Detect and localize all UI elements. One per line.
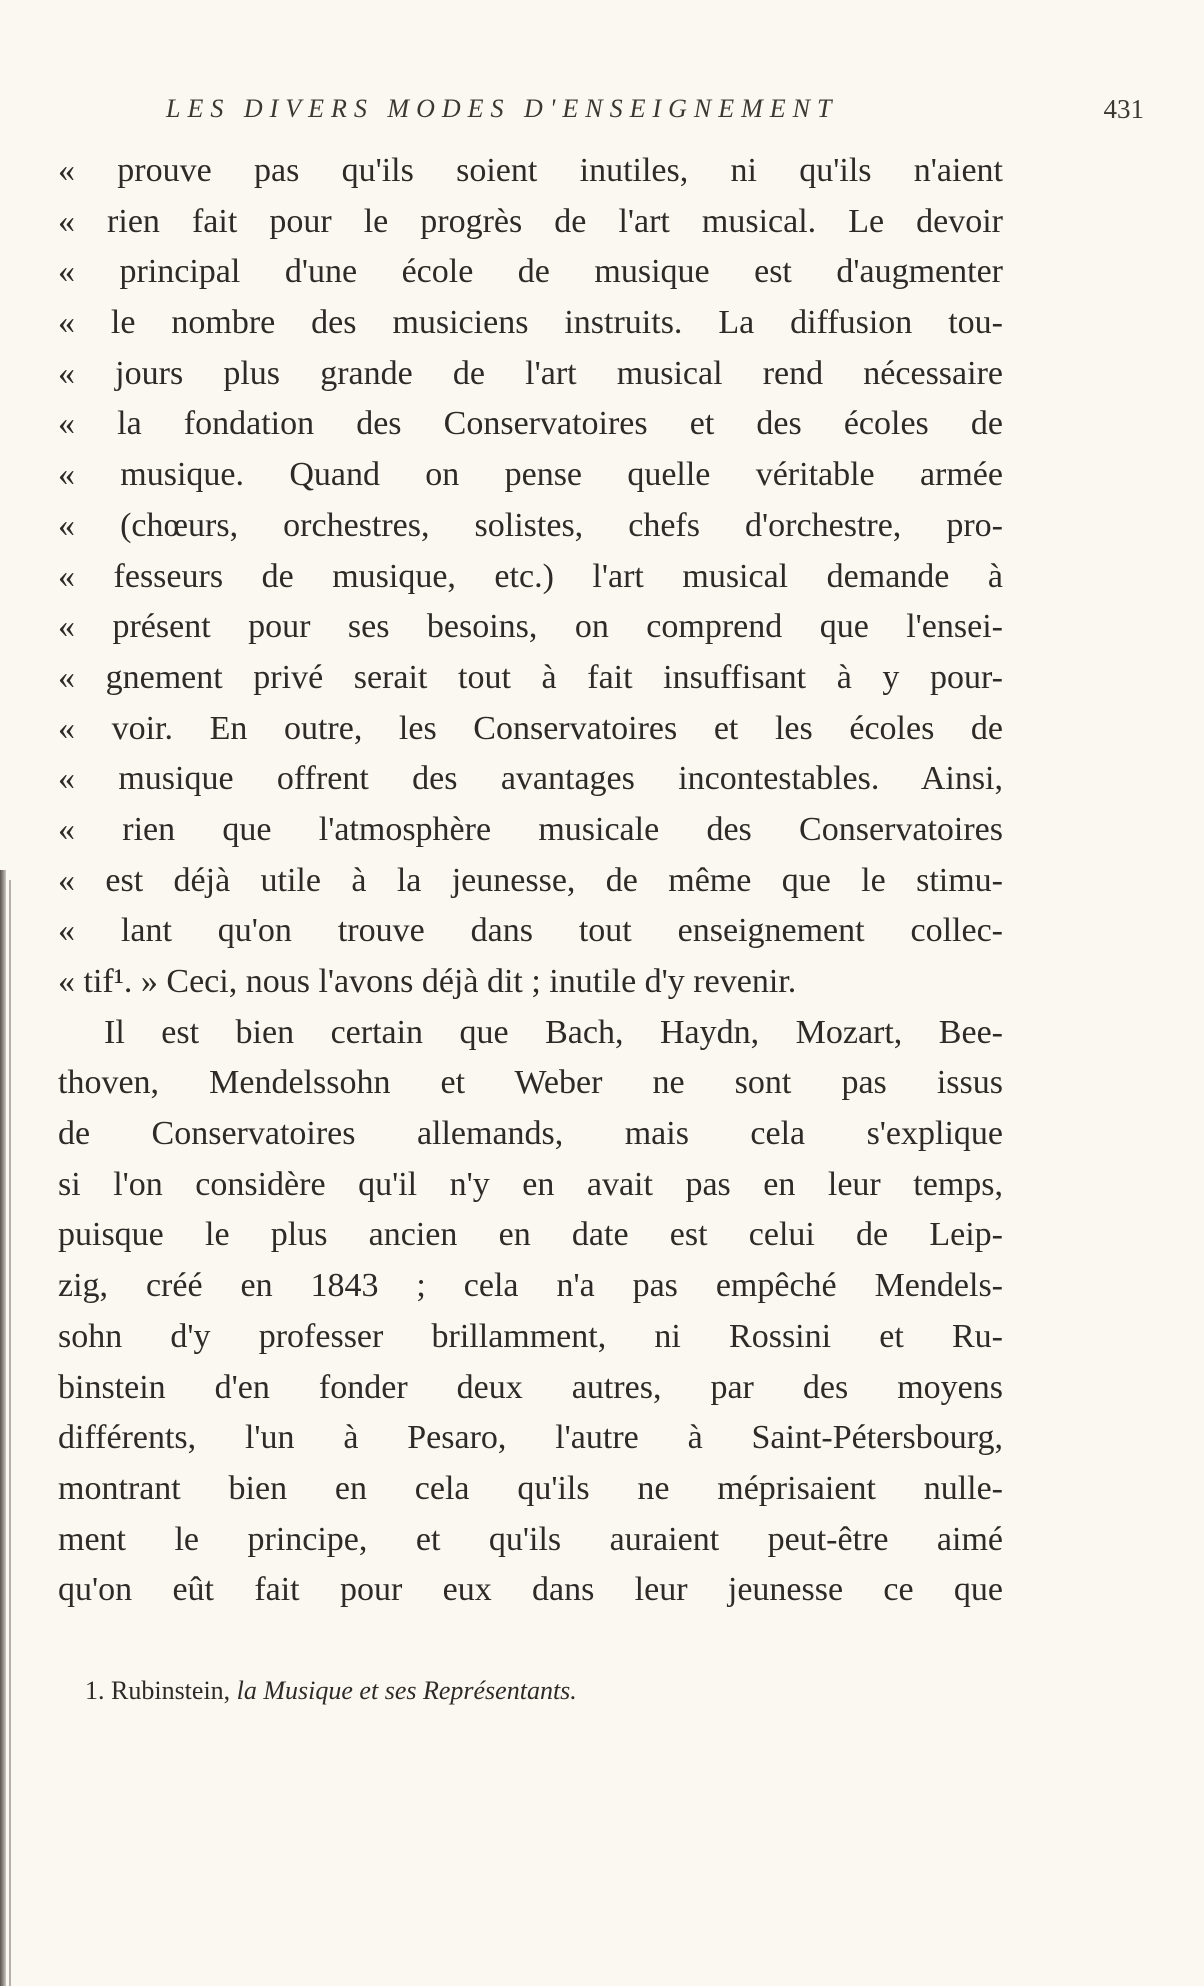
- text-line: montrant bien en cela qu'ils ne méprisaient nulle-: [58, 1469, 1003, 1507]
- text-line: « fesseurs de musique, etc.) l'art musical demande à: [58, 557, 1003, 595]
- page-binding-line: [9, 880, 11, 1986]
- text-line: « présent pour ses besoins, on comprend que l'ensei-: [58, 608, 1003, 646]
- text-line: de Conservatoires allemands, mais cela s'explique: [58, 1115, 1003, 1153]
- footnote-marker: 1. Rubinstein,: [85, 1676, 231, 1705]
- text-line: binstein d'en fonder deux autres, par des moyens: [58, 1368, 1003, 1406]
- body-text: [58, 146, 1003, 1616]
- text-line: sohn d'y professer brillamment, ni Rossini et Ru-: [58, 1317, 1003, 1355]
- text-line: « lant qu'on trouve dans tout enseignement collec-: [58, 912, 1003, 950]
- text-line: Il est bien certain que Bach, Haydn, Mozart, Bee-: [104, 1013, 1003, 1051]
- text-line: si l'on considère qu'il n'y en avait pas en leur temps,: [58, 1165, 1003, 1203]
- text-line: « musique. Quand on pense quelle véritable armée: [58, 456, 1003, 494]
- page-binding-edge: [0, 870, 6, 1986]
- text-line: zig, créé en 1843 ; cela n'a pas empêché Mendels-: [58, 1267, 1003, 1305]
- text-line: puisque le plus ancien en date est celui de Leip-: [58, 1216, 1003, 1254]
- running-title: LES DIVERS MODES D'ENSEIGNEMENT: [166, 94, 839, 123]
- page-number: 431: [1103, 94, 1144, 124]
- text-line: « (chœurs, orchestres, solistes, chefs d'orchestre, pro-: [58, 506, 1003, 544]
- text-line: différents, l'un à Pesaro, l'autre à Saint-Pétersbourg,: [58, 1419, 1003, 1457]
- text-line: « rien fait pour le progrès de l'art musical. Le devoir: [58, 202, 1003, 240]
- text-line: « musique offrent des avantages incontestables. Ainsi,: [58, 760, 1003, 798]
- text-line: « le nombre des musiciens instruits. La diffusion tou-: [58, 304, 1003, 342]
- footnote-title: la Musique et ses Représentants.: [236, 1676, 577, 1705]
- text-line: « principal d'une école de musique est d'augmenter: [58, 253, 1003, 291]
- text-line: « gnement privé serait tout à fait insuffisant à y pour-: [58, 658, 1003, 696]
- text-line: « prouve pas qu'ils soient inutiles, ni qu'ils n'aient: [58, 152, 1003, 189]
- text-line: « voir. En outre, les Conservatoires et les écoles de: [58, 709, 1003, 747]
- text-line: ment le principe, et qu'ils auraient peut-être aimé: [58, 1520, 1003, 1558]
- text-line: qu'on eût fait pour eux dans leur jeunesse ce que: [58, 1571, 1003, 1609]
- text-line: « jours plus grande de l'art musical rend nécessaire: [58, 354, 1003, 392]
- text-line: « tif¹. » Ceci, nous l'avons déjà dit ; inutile d'y revenir.: [58, 963, 797, 1000]
- footnote: [85, 1676, 577, 1706]
- text-line: « rien que l'atmosphère musicale des Conservatoires: [58, 810, 1003, 848]
- text-line: thoven, Mendelssohn et Weber ne sont pas issus: [58, 1064, 1003, 1102]
- running-head: [60, 94, 1144, 134]
- text-line: « la fondation des Conservatoires et des écoles de: [58, 405, 1003, 443]
- text-line: « est déjà utile à la jeunesse, de même que le stimu-: [58, 861, 1003, 899]
